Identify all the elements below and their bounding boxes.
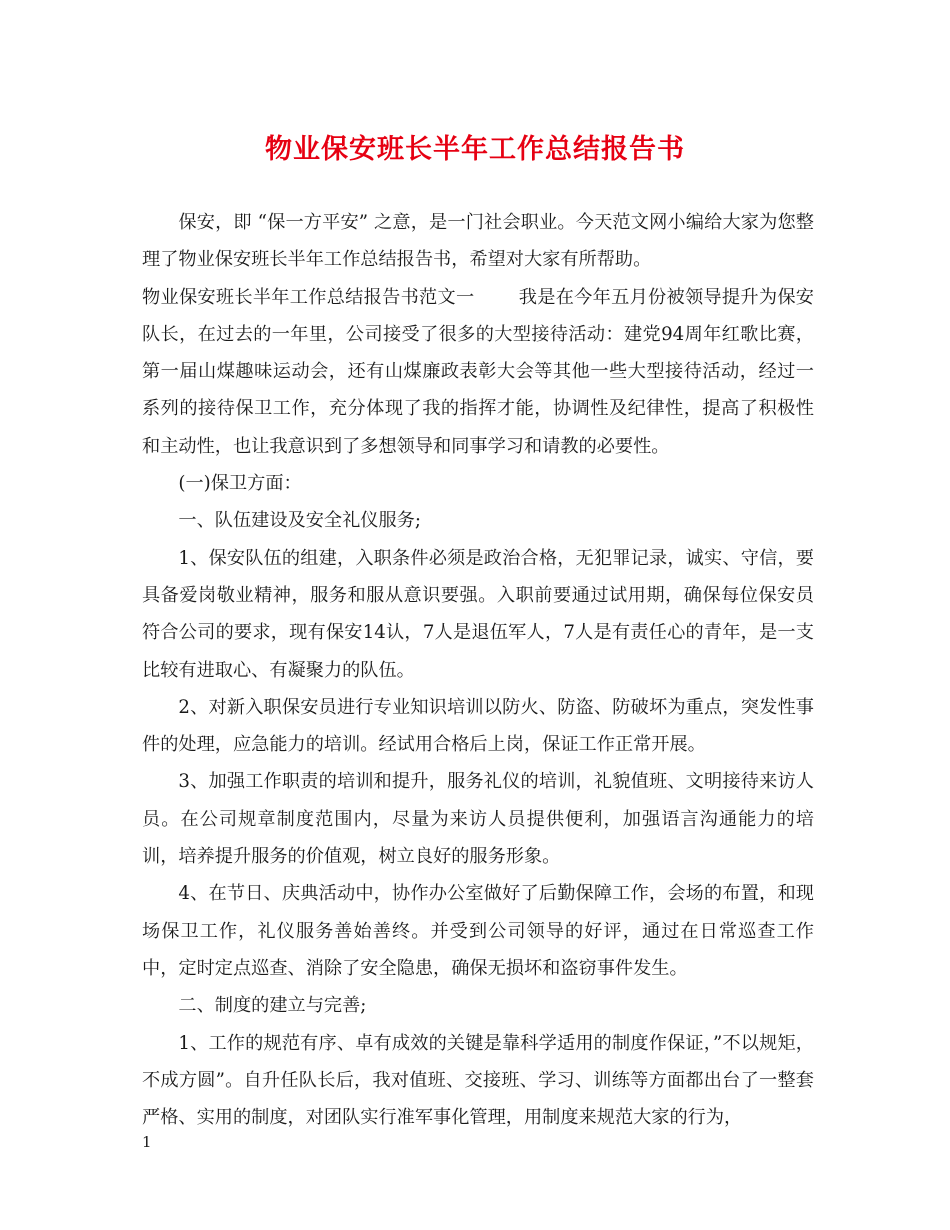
document-body bbox=[142, 204, 814, 1136]
paragraph-5: 3、加强工作职责的培训和提升，服务礼仪的培训，礼貌值班、文明接待来访人员。在公司规章制度范围内，尽量为来访人员提供便利，加强语言沟通能力的培训，培养提升服务的价值观，树立良好的服务形象。 bbox=[142, 771, 814, 868]
sample-label: 物业保安班长半年工作总结报告书范文一 bbox=[142, 286, 475, 308]
paragraph-6: 4、在节日、庆典活动中，协作办公室做好了后勤保障工作，会场的布置，和现场保卫工作，礼仪服务善始善终。并受到公司领导的好评，通过在日常巡查工作中，定时定点巡查、消除了安全隐患，确保无损坏和盗窃事件发生。 bbox=[142, 883, 814, 979]
paragraph-3: 1、保安队伍的组建，入职条件必须是政治合格，无犯罪记录，诚实、守信，要具备爱岗敬业精神，服务和服从意识要强。入职前要通过试用期，确保每位保安员符合公司的要求，现有保安14认，7人是退伍军人，7人是有责任心的青年，是一支比较有进取心、有凝聚力的队伍。 bbox=[142, 547, 814, 681]
paragraph-sample bbox=[142, 279, 814, 465]
paragraph-4: 2、对新入职保安员进行专业知识培训以防火、防盗、防破坏为重点，突发性事件的处理，应急能力的培训。经试用合格后上岗，保证工作正常开展。 bbox=[142, 696, 814, 756]
page-number: 1 bbox=[142, 1133, 152, 1151]
paragraph-8: 1、工作的规范有序、卓有成效的关键是靠科学适用的制度作保证，”不以规矩，不成方圆”。自升任队长后，我对值班、交接班、学习、训练等方面都出台了一整套严格、实用的制度，对团队实行准军事化管理，用制度来规范大家的行为， bbox=[142, 1032, 814, 1129]
paragraph-2: 一、队伍建设及安全礼仪服务; bbox=[178, 510, 421, 532]
paragraph-intro: 保安，即 “保一方平安” 之意，是一门社会职业。今天范文网小编给大家为您整理了物业保安班长半年工作总结报告书，希望对大家有所帮助。 bbox=[142, 212, 814, 271]
sample-body: 我是在今年五月份被领导提升为保安队长，在过去的一年里，公司接受了很多的大型接待活动：建党94周年红歌比赛，第一届山煤趣味运动会，还有山煤廉政表彰大会等其他一些大型接待活动，经过一系列的接待保卫工作，充分体现了我的指挥才能，协调性及纪律性，提高了积极性和主动性，也让我意识到了多想领导和同事学习和请教的必要性。 bbox=[142, 286, 814, 457]
paragraph-7: 二、制度的建立与完善; bbox=[178, 995, 367, 1017]
paragraph-1: (一)保卫方面： bbox=[178, 473, 302, 495]
document-title: 物业保安班长半年工作总结报告书 bbox=[265, 134, 685, 165]
